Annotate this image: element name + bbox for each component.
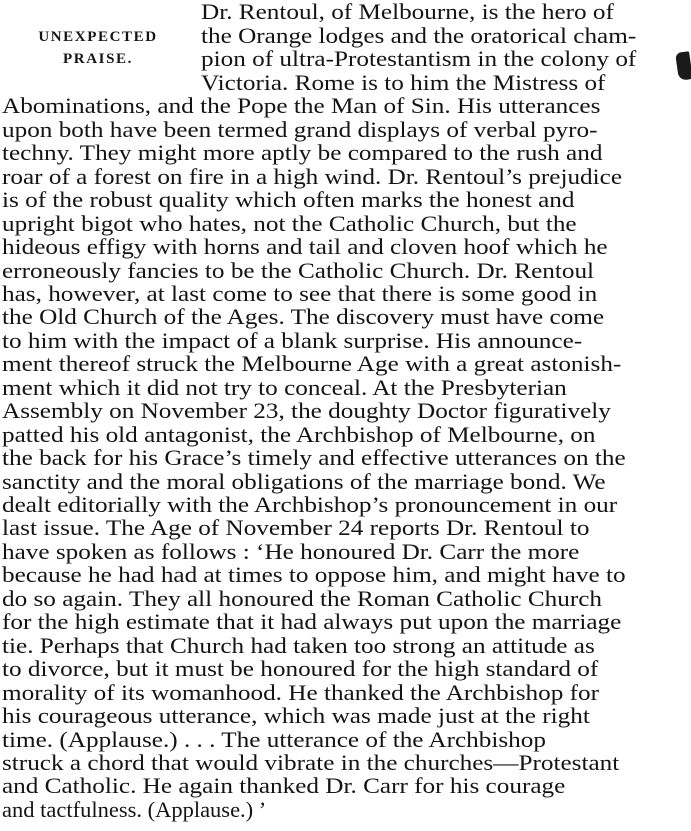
article-line-text: the back for his Grace’s timely and effective utterances on the xyxy=(2,446,626,471)
article-line xyxy=(2,423,691,447)
article-line xyxy=(201,71,691,95)
article-line-text: erroneously fancies to be the Catholic Church. Dr. Rentoul xyxy=(2,258,595,283)
article-line xyxy=(2,282,691,306)
article-line xyxy=(2,94,691,118)
article-line-text: pion of ultra-Protestantism in the colony of xyxy=(201,47,637,72)
article-line xyxy=(2,493,691,517)
article-line-text: Assembly on November 23, the doughty Doctor figuratively xyxy=(2,399,611,424)
article-line-text: the Old Church of the Ages. The discovery must have come xyxy=(2,305,605,330)
article-line xyxy=(2,587,691,611)
article-line-text: upright bigot who hates, not the Catholic Church, but the xyxy=(2,211,577,236)
article-line xyxy=(2,188,691,212)
article-line-text: time. (Applause.) . . . The utterance of the Archbishop xyxy=(2,727,546,752)
article-line-text: Victoria. Rome is to him the Mistress of xyxy=(201,70,606,95)
article-line xyxy=(2,305,691,329)
article-line-text: because he had had at times to oppose him, and might have to xyxy=(2,563,626,588)
article-line xyxy=(2,399,691,423)
article-line-text: dealt editorially with the Archbishop’s pronouncement in our xyxy=(2,493,618,517)
article-line xyxy=(2,728,691,752)
article-line-text: and tactfulness. (Applause.) ’ xyxy=(2,797,267,822)
article-line-text: struck a chord that would vibrate in the churches—Protestant xyxy=(2,750,620,775)
article-line xyxy=(2,610,691,634)
article-line-text: patted his old antagonist, the Archbishop of Melbourne, on xyxy=(2,422,596,447)
article-line xyxy=(2,352,691,376)
article-line xyxy=(2,376,691,400)
article-line-text: have spoken as follows : ‘He honoured Dr. Carr the more xyxy=(2,539,580,564)
marginal-heading-line-1: UNEXPECTED xyxy=(38,29,158,45)
article-line-text: for the high estimate that it had always put upon the marriage xyxy=(2,610,622,635)
article-line xyxy=(2,259,691,283)
article-line xyxy=(2,446,691,470)
article-line xyxy=(2,212,691,236)
article-line xyxy=(201,47,691,71)
article-line xyxy=(2,235,691,259)
article-line xyxy=(2,751,691,775)
article-line xyxy=(2,470,691,494)
opening-rest: , of Melbourne, is the hero of xyxy=(318,0,614,24)
article-line-text: hideous effigy with horns and tail and cloven hoof which he xyxy=(2,235,608,260)
article-line-text: to him with the impact of a blank surprise. His announce- xyxy=(2,328,583,353)
article-line-text: upon both have been termed grand displays of verbal pyro- xyxy=(2,117,598,142)
article-line-text: techny. They might more aptly be compared to the rush and xyxy=(2,141,603,166)
article-line-text: to divorce, but it must be honoured for the high standard of xyxy=(2,657,599,682)
opening-line-text xyxy=(201,0,614,24)
opening-name: Dr. Rentoul xyxy=(201,0,319,24)
article-line-text: tie. Perhaps that Church had taken too strong an attitude as xyxy=(2,633,595,658)
article-line-text: last issue. The Age of November 24 reports Dr. Rentoul to xyxy=(2,516,590,541)
article-line-text: the Orange lodges and the oratorical cham- xyxy=(201,24,637,48)
article-line xyxy=(2,681,691,705)
marginal-heading xyxy=(0,26,196,70)
article-line-text: his courageous utterance, which was made just at the right xyxy=(2,704,590,729)
article-line xyxy=(2,329,691,353)
article-line xyxy=(2,141,691,165)
marginal-heading-line-2: PRAISE. xyxy=(63,51,133,67)
article-line-text: and Catholic. He again thanked Dr. Carr for his courage xyxy=(2,774,566,799)
article-line xyxy=(2,516,691,540)
article-line-text: ment thereof struck the Melbourne Age with a great astonish- xyxy=(2,352,622,377)
article-line-text: is of the robust quality which often marks the honest and xyxy=(2,188,575,213)
article-line xyxy=(201,24,691,48)
article-line-text: do so again. They all honoured the Roman Catholic Church xyxy=(2,586,603,611)
article-line xyxy=(2,118,691,142)
article-line-text: Abominations, and the Pope the Man of Sin. His utterances xyxy=(2,94,601,119)
article-line xyxy=(2,634,691,658)
article-line-text: roar of a forest on fire in a high wind. Dr. Rentoul’s prejudice xyxy=(2,164,623,189)
article-line-text: ment which it did not try to conceal. At the Presbyterian xyxy=(2,375,567,400)
article-line xyxy=(2,563,691,587)
article-line xyxy=(2,774,691,798)
article-line xyxy=(2,704,691,728)
article-line xyxy=(2,540,691,564)
opening-line xyxy=(201,0,691,24)
article-line xyxy=(2,657,691,681)
article-line xyxy=(2,798,691,822)
article-line-text: sanctity and the moral obligations of the marriage bond. We xyxy=(2,469,606,494)
article-line-text: has, however, at last come to see that there is some good in xyxy=(2,281,598,306)
article-line xyxy=(2,165,691,189)
article-line-text: morality of its womanhood. He thanked the Archbishop for xyxy=(2,680,599,705)
